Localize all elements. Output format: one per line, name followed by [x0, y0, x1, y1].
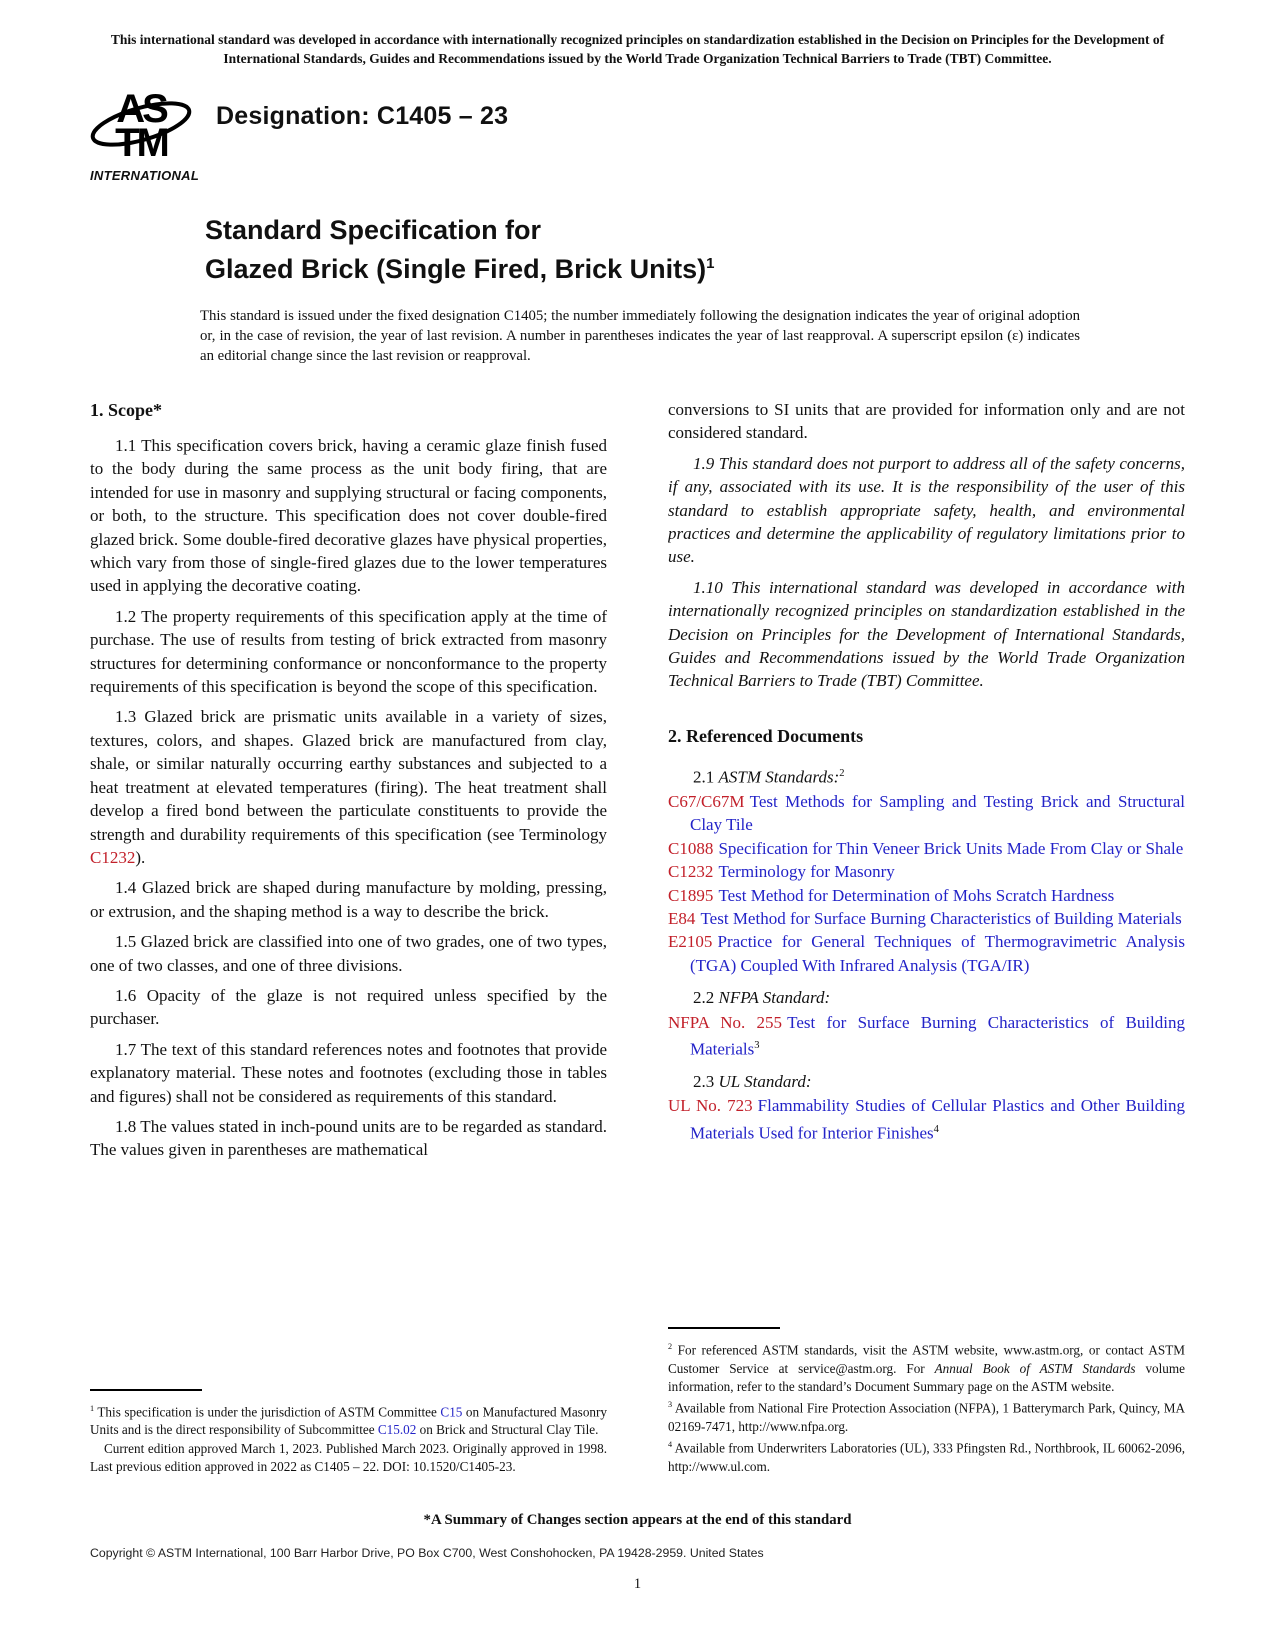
reference-c1232-title[interactable]: Terminology for Masonry — [718, 862, 895, 882]
section-2-3-number: 2.3 — [693, 1072, 719, 1092]
summary-of-changes-note: *A Summary of Changes section appears at the end of this standard — [423, 1512, 852, 1528]
link-c1895[interactable]: C1895 — [668, 885, 714, 905]
reference-e84-title[interactable]: Test Method for Surface Burning Characteristics of Building Materials — [700, 908, 1182, 928]
section-2-3-label: UL Standard: — [718, 1072, 812, 1092]
astm-logo-caption: INTERNATIONAL — [90, 168, 200, 183]
document-title-line2 — [205, 247, 1185, 286]
footnote-2 — [668, 1338, 1185, 1396]
footnote-3-text: Available from National Fire Protection Association (NFPA), 1 Batterymarch Park, Quincy, MA 02169-7471, http://www.nfpa.org. — [668, 1400, 1185, 1434]
issuance-note: This standard is issued under the fixed designation C1405; the number immediately following the designation indicates the year of original adoption or, in the case of revision, the year of last revision. A number in parentheses indicates the year of last reapproval. A superscript epsilon (ε) indicates an editorial change since the last revision or reapproval. — [200, 308, 1080, 364]
reference-nfpa-title[interactable]: Test for Surface Burning Characteristics of Building Materials — [690, 1012, 1185, 1059]
right-footnotes — [668, 1327, 1185, 1476]
left-column — [90, 398, 607, 1476]
paragraph-1-3 — [90, 705, 607, 869]
left-footnotes — [90, 1389, 607, 1476]
astm-logo — [90, 84, 202, 183]
reference-e84 — [668, 907, 1185, 930]
title-block — [205, 213, 1185, 286]
section-2-2-number: 2.2 — [693, 988, 719, 1008]
paragraph-1-6: 1.6 Opacity of the glaze is not required unless specified by the purchaser. — [90, 985, 607, 1029]
paragraph-1-2: 1.2 The property requirements of this specification apply at the time of purchase. The use of results from testing of brick extracted from masonry structures for determining conformance or nonconformance to the property requirements of this specification is beyond the scope of this specification. — [90, 606, 607, 697]
reference-c1895 — [668, 884, 1185, 907]
reference-c67-title[interactable]: Test Methods for Sampling and Testing Brick and Structural Clay Tile — [690, 791, 1185, 835]
page-number: 1 — [633, 1576, 642, 1592]
reference-c1232 — [668, 860, 1185, 883]
astm-globe-icon — [90, 84, 195, 162]
brand-row — [90, 84, 1185, 183]
paragraph-1-7: 1.7 The text of this standard references notes and footnotes that provide explanatory material. These notes and footnotes (excluding those in tables and figures) shall not be considered as requirements of this standard. — [90, 1039, 607, 1106]
reference-nfpa-255 — [668, 1011, 1185, 1061]
footnote-2-italic: Annual Book of ASTM Standards — [934, 1361, 1136, 1376]
paragraph-1-4: 1.4 Glazed brick are shaped during manufacture by molding, pressing, or extrusion, and the shaping method is a way to describe the brick. — [90, 878, 607, 921]
reference-ul-title[interactable]: Flammability Studies of Cellular Plastics and Other Building Materials Used for Interior Finishes — [690, 1096, 1185, 1143]
section-2-1-number: 2.1 — [693, 767, 719, 787]
referenced-documents-heading: 2. Referenced Documents — [668, 725, 864, 746]
reference-e2105-title[interactable]: Practice for General Techniques of Thermogravimetric Analysis (TGA) Coupled With Infrared Analysis (TGA/IR) — [690, 932, 1185, 975]
footnote-3 — [668, 1396, 1185, 1436]
reference-c1088-title[interactable]: Specification for Thin Veneer Brick Units Made From Clay or Shale — [718, 838, 1184, 858]
link-c15-02[interactable]: C15.02 — [377, 1422, 417, 1438]
reference-c1088 — [668, 837, 1185, 860]
copyright-line: Copyright © ASTM International, 100 Barr Harbor Drive, PO Box C700, West Conshohocken, PA 19428-2959. United States — [90, 1546, 764, 1560]
footnote-1-end: on Brick and Structural Clay Tile. — [416, 1422, 599, 1438]
footnote-1-marker: 1 — [90, 1403, 95, 1413]
link-c67-c67m[interactable]: C67/C67M — [668, 791, 745, 811]
footnote-rule-right — [668, 1327, 780, 1329]
reference-ul-footnote-ref: 4 — [933, 1123, 939, 1135]
footnote-2-marker: 2 — [668, 1342, 673, 1352]
section-2-1 — [668, 762, 1185, 789]
footnote-3-marker: 3 — [668, 1400, 673, 1410]
designation-label: Designation: C1405 – 23 — [216, 102, 509, 130]
paragraph-1-10: 1.10 This international standard was developed in accordance with internationally recognized principles on standardization established in the Decision on Principles for the Development of International Standards, Guides and Recommendations issued by the World Trade Organization Technical Barriers to Trade (TBT) Committee. — [668, 577, 1185, 691]
right-column — [668, 398, 1185, 1476]
footnote-2-text: For referenced ASTM standards, visit the ASTM website, www.astm.org, or contact ASTM Customer Service at service@astm.org. For — [668, 1342, 1185, 1376]
footnote-1-edition: Current edition approved March 1, 2023. Published March 2023. Originally approved in 1998. Last previous edition approved in 2022 as C1405 – 22. DOI: 10.1520/C1405-23. — [90, 1440, 607, 1474]
section-2-2 — [668, 986, 1185, 1009]
link-c1232-ref[interactable]: C1232 — [668, 862, 714, 882]
astm-letters-bottom: TM — [115, 121, 167, 162]
document-title-line1: Standard Specification for — [205, 215, 542, 245]
reference-e2105 — [668, 930, 1185, 977]
paragraph-1-9: 1.9 This standard does not purport to address all of the safety concerns, if any, associated with its use. It is the responsibility of the user of this standard to establish appropriate safety, health, and environmental practices and determine the applicability of regulatory limitations prior to use. — [668, 453, 1185, 567]
link-c1232[interactable]: C1232 — [90, 847, 136, 867]
wto-disclaimer: This international standard was developed in accordance with internationally recognized principles on standardization established in the Decision on Principles for the Development of International Standards, Guides and Recommendations issued by the World Trade Organization Technical Barriers to Trade (TBT) Committee. — [110, 32, 1165, 66]
footnote-2-end: volume information, refer to the standard’s Document Summary page on the ASTM website. — [668, 1361, 1185, 1395]
link-e84[interactable]: E84 — [668, 908, 696, 928]
link-c1088[interactable]: C1088 — [668, 838, 714, 858]
footnote-1-mid: on Manufactured Masonry Units and is the direct responsibility of Subcommittee — [90, 1404, 607, 1438]
scope-heading: 1. Scope* — [90, 400, 162, 420]
two-column-body — [90, 398, 1185, 1476]
paragraph-1-8: 1.8 The values stated in inch-pound units are to be regarded as standard. The values given in parentheses are mathematical — [90, 1116, 607, 1160]
footnote-rule-left — [90, 1389, 202, 1391]
link-ul-723[interactable]: UL No. 723 — [668, 1096, 753, 1116]
reference-nfpa-footnote-ref: 3 — [754, 1040, 760, 1051]
paragraph-1-3-text: 1.3 Glazed brick are prismatic units available in a variety of sizes, textures, colors, and shapes. Glazed brick are manufactured from clay, shale, or similar naturally occurring earthy substances and subjected to a heat treatment at elevated temperatures (firing). The heat treatment shall develop a fired bond between the particulate constituents to provide the strength and durability requirements of this specification (see Terminology — [90, 707, 607, 844]
title-footnote-ref: 1 — [706, 255, 715, 272]
section-2-3 — [668, 1070, 1185, 1093]
astm-letters-top: AS — [116, 87, 166, 131]
section-2-2-label: NFPA Standard: — [718, 988, 831, 1008]
paragraph-1-3-end: ). — [135, 847, 146, 867]
link-c15[interactable]: C15 — [440, 1404, 463, 1420]
paragraph-1-1: 1.1 This specification covers brick, having a ceramic glaze finish fused to the body during the same process as the unit body firing, that are intended for use in masonry and supplying structural or facing components, or both, to the structure. This specification does not cover double-fired glazed brick. Some double-fired decorative glazes have physical properties, which vary from those of single-fired glazes due to the lower temperatures used in applying the decorative coating. — [90, 436, 607, 596]
paragraph-1-8-continued: conversions to SI units that are provided for information only and are not considered standard. — [668, 400, 1185, 443]
document-title-text: Glazed Brick (Single Fired, Brick Units) — [205, 254, 707, 284]
footnote-4-marker: 4 — [668, 1440, 673, 1450]
section-2-1-label: ASTM Standards: — [718, 767, 840, 787]
footnote-4-text: Available from Underwriters Laboratories (UL), 333 Pfingsten Rd., Northbrook, IL 60062-2096, http://www.ul.com. — [668, 1440, 1185, 1474]
reference-c67 — [668, 790, 1185, 837]
section-2-1-footnote-ref: 2 — [839, 767, 845, 779]
footnote-1-text: This specification is under the jurisdiction of ASTM Committee — [94, 1404, 441, 1420]
link-nfpa-255[interactable]: NFPA No. 255 — [668, 1012, 783, 1032]
footnote-4 — [668, 1436, 1185, 1476]
reference-ul-723 — [668, 1094, 1185, 1144]
link-e2105[interactable]: E2105 — [668, 932, 713, 952]
footnote-1 — [90, 1400, 607, 1440]
reference-c1895-title[interactable]: Test Method for Determination of Mohs Scratch Hardness — [718, 885, 1115, 905]
paragraph-1-5: 1.5 Glazed brick are classified into one of two grades, one of two types, one of two classes, and one of three divisions. — [90, 932, 607, 975]
